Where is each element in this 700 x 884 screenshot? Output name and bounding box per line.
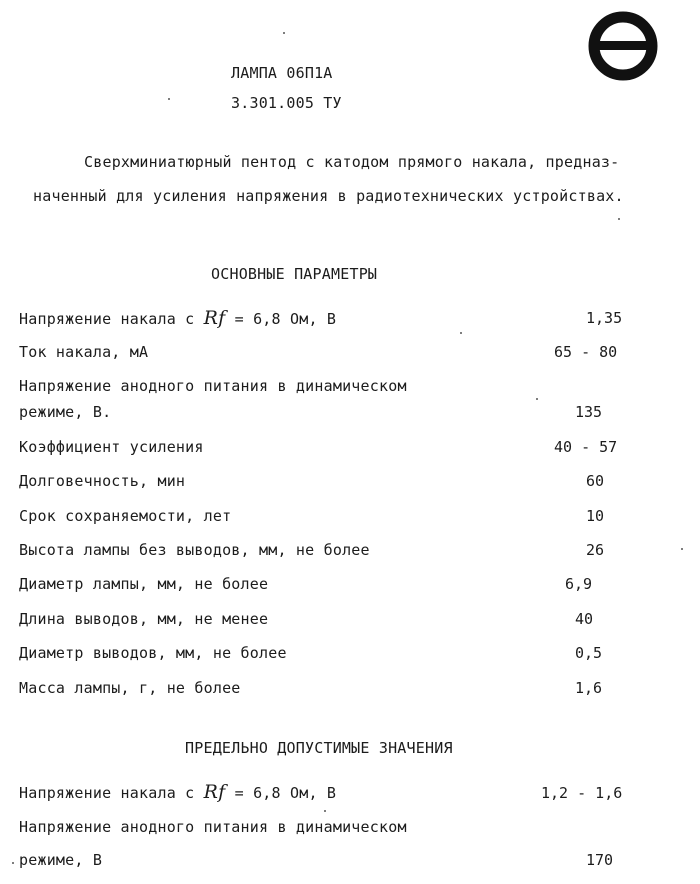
param-value: 60 xyxy=(586,472,605,490)
scan-speck xyxy=(681,548,683,550)
param-value: 6,9 xyxy=(565,575,593,593)
prohibition-circle-icon xyxy=(587,10,659,82)
param-label: Напряжение анодного питания в динамическом xyxy=(19,377,407,395)
param-label: Ток накала, мА xyxy=(19,343,149,361)
rf-symbol: Rf xyxy=(203,781,226,803)
limit-value: 170 xyxy=(586,851,614,869)
param-label: Диаметр выводов, мм, не более xyxy=(19,644,287,662)
lamp-title: ЛАМПА 06П1А xyxy=(231,64,333,82)
param-label: Долговечность, мин xyxy=(19,472,186,490)
param-value: 40 xyxy=(575,610,594,628)
param-value: 1,6 xyxy=(575,679,603,697)
limit-label-cont: режиме, В xyxy=(19,851,103,869)
param-value: 26 xyxy=(586,541,605,559)
section-heading-main: ОСНОВНЫЕ ПАРАМЕТРЫ xyxy=(211,265,378,283)
limit-label-filament-voltage xyxy=(19,781,336,803)
param-label: Высота лампы без выводов, мм, не более xyxy=(19,541,370,559)
param-value: 135 xyxy=(575,403,603,421)
param-label: Срок сохраняемости, лет xyxy=(19,507,232,525)
param-value: 65 - 80 xyxy=(554,343,618,361)
scan-speck xyxy=(283,32,285,34)
param-label-text: = 6,8 Ом, В xyxy=(234,310,337,328)
param-label-cont: режиме, В. xyxy=(19,403,112,421)
scan-speck xyxy=(168,98,170,100)
param-label: Диаметр лампы, мм, не более xyxy=(19,575,269,593)
limit-label-text: = 6,8 Ом, В xyxy=(234,784,337,802)
scan-speck xyxy=(460,332,462,334)
param-value: 1,35 xyxy=(586,309,623,327)
param-value: 40 - 57 xyxy=(554,438,618,456)
param-label: Коэффициент усиления xyxy=(19,438,204,456)
limit-label: Напряжение анодного питания в динамическом xyxy=(19,818,407,836)
limit-value: 1,2 - 1,6 xyxy=(541,784,623,802)
scan-speck xyxy=(536,398,538,400)
rf-symbol: Rf xyxy=(203,307,226,329)
param-value: 0,5 xyxy=(575,644,603,662)
param-value: 10 xyxy=(586,507,605,525)
scan-speck xyxy=(618,218,620,220)
param-label: Масса лампы, г, не более xyxy=(19,679,241,697)
section-heading-limits: ПРЕДЕЛЬНО ДОПУСТИМЫЕ ЗНАЧЕНИЯ xyxy=(185,739,453,757)
param-label-filament-voltage xyxy=(19,307,336,329)
scan-speck xyxy=(324,810,326,812)
param-label: Длина выводов, мм, не менее xyxy=(19,610,269,628)
param-label-text: Напряжение накала с xyxy=(19,310,195,328)
spec-number: 3.301.005 ТУ xyxy=(231,94,342,112)
intro-line-1: Сверхминиатюрный пентод с катодом прямого накала, предназ- xyxy=(84,153,620,171)
limit-label-text: Напряжение накала с xyxy=(19,784,195,802)
intro-line-2: наченный для усиления напряжения в радиотехнических устройствах. xyxy=(33,187,624,205)
scan-speck xyxy=(12,862,14,864)
